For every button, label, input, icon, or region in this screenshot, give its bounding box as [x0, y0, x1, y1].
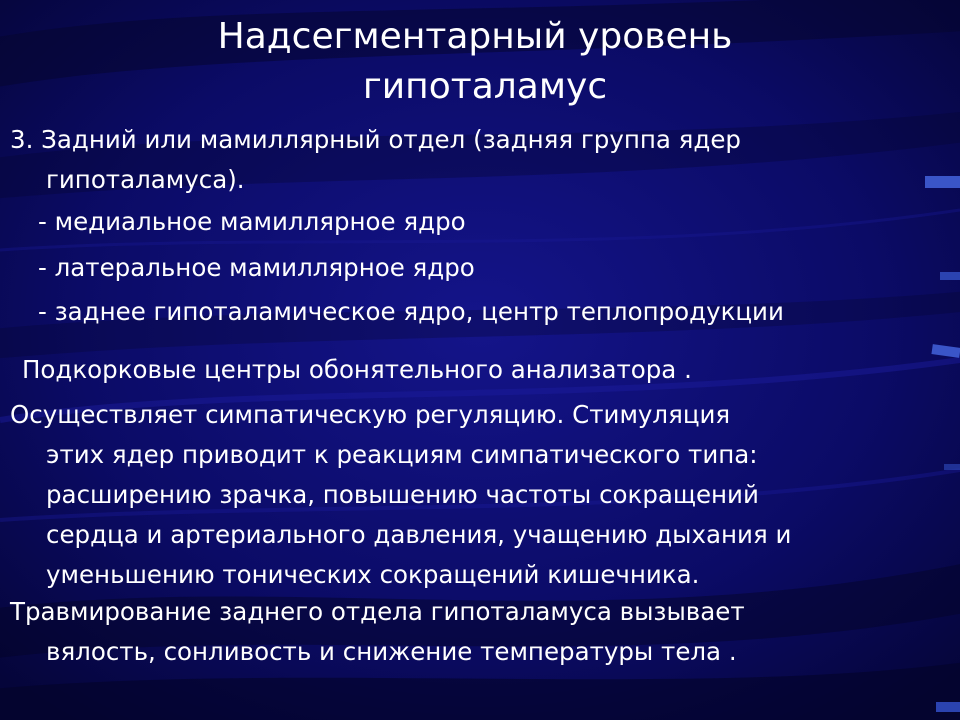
- sympathetic-line: сердца и артериального давления, учащению дыхания и: [46, 520, 792, 549]
- slide-title-line-2: гипоталамус: [362, 66, 608, 107]
- sympathetic-line: этих ядер приводит к реакциям симпатического типа:: [46, 440, 758, 469]
- section-heading: [10, 120, 741, 200]
- sympathetic-paragraph: [10, 395, 791, 595]
- sympathetic-line: уменьшению тонических сокращений кишечника.: [46, 560, 700, 589]
- trauma-line: вялость, сонливость и снижение температуры тела .: [46, 637, 737, 666]
- sympathetic-line: Осуществляет симпатическую регуляцию. Стимуляция: [10, 400, 731, 429]
- bullet-item: - медиальное мамиллярное ядро: [38, 207, 466, 236]
- subcortical-centers-text: Подкорковые центры обонятельного анализатора .: [22, 355, 692, 384]
- sympathetic-line: расширению зрачка, повышению частоты сокращений: [46, 480, 759, 509]
- bullet-item: - заднее гипоталамическое ядро, центр теплопродукции: [38, 297, 784, 326]
- section-heading-line-2: гипоталамуса).: [46, 165, 245, 194]
- slide-title-line-1: Надсегментарный уровень: [217, 16, 733, 57]
- bullet-item: - латеральное мамиллярное ядро: [38, 253, 475, 282]
- trauma-paragraph: [10, 592, 745, 672]
- trauma-line: Травмирование заднего отдела гипоталамуса вызывает: [10, 597, 745, 626]
- section-heading-line-1: 3. Задний или мамиллярный отдел (задняя группа ядер: [10, 125, 741, 154]
